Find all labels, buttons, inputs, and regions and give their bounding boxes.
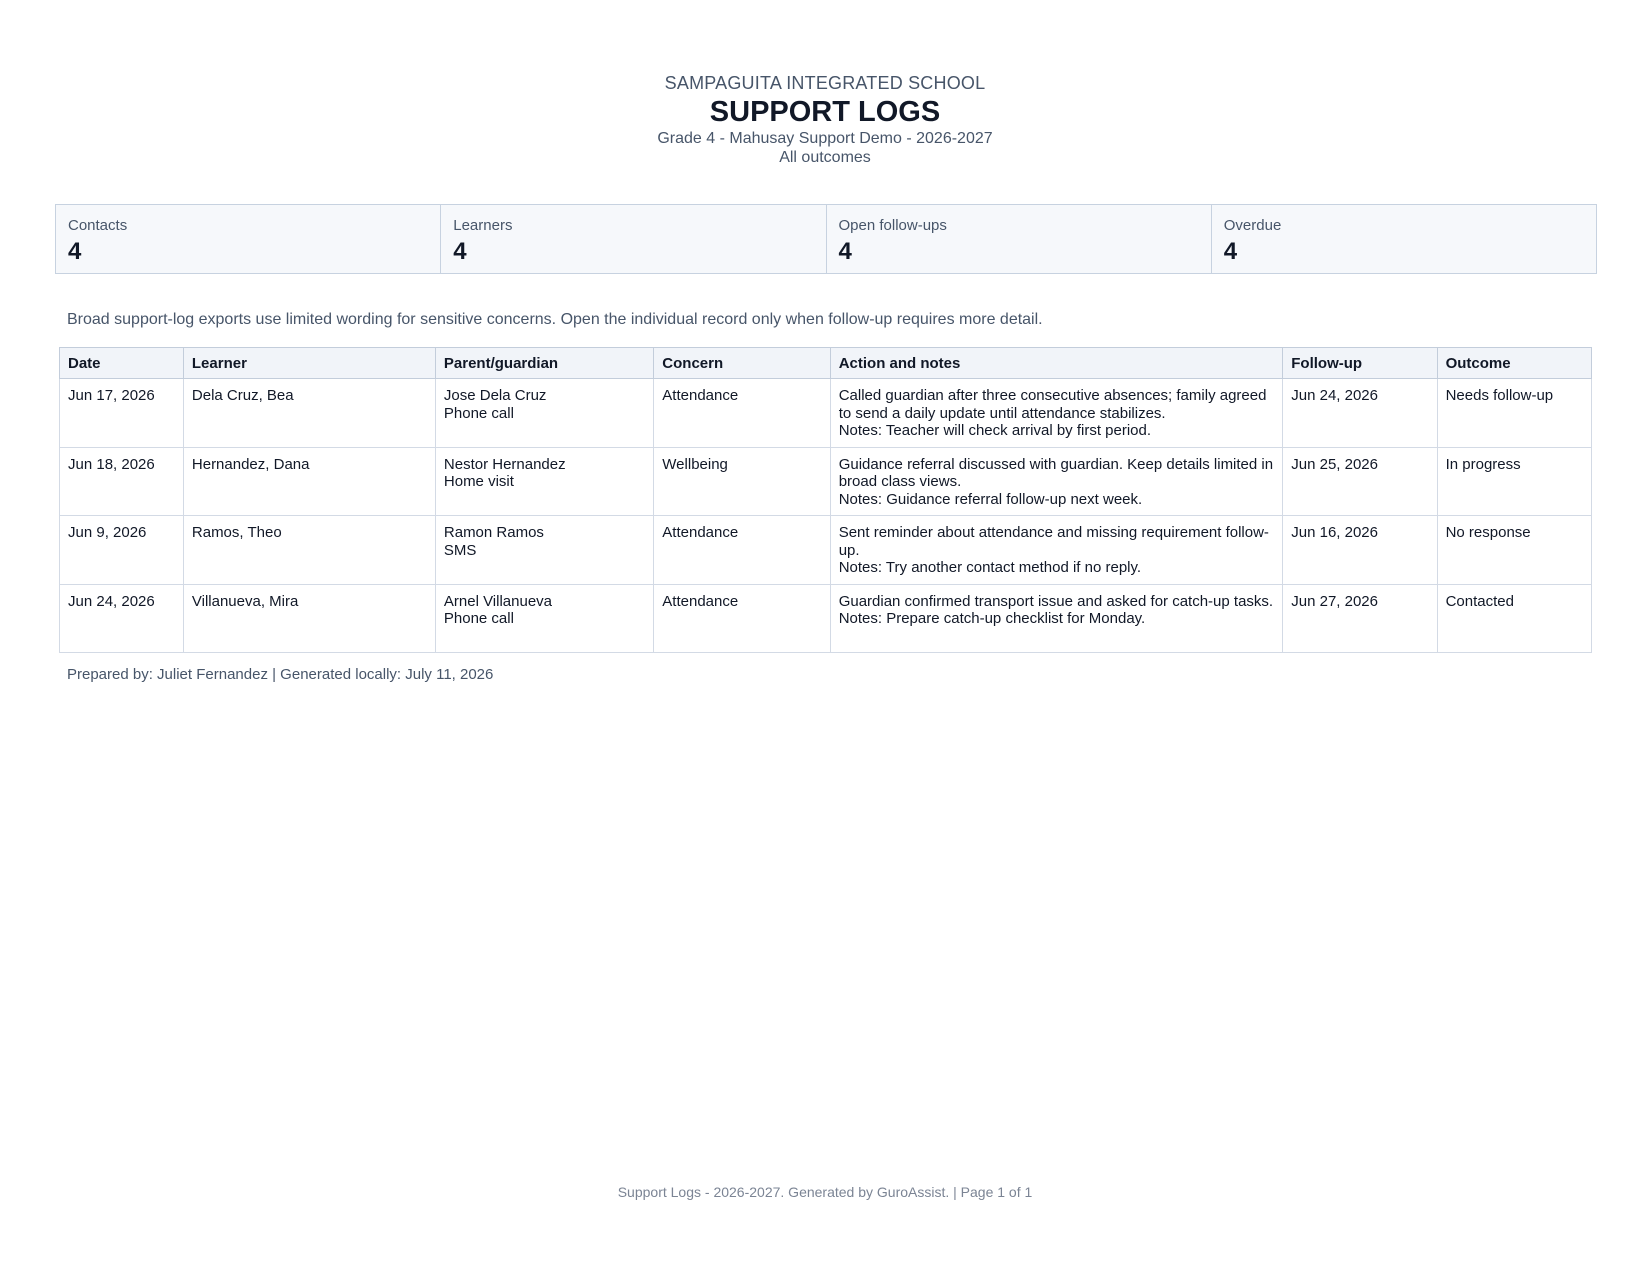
cell-guardian bbox=[435, 447, 653, 516]
table-row bbox=[60, 516, 1592, 585]
cell-date: Jun 9, 2026 bbox=[60, 516, 184, 585]
privacy-notice: Broad support-log exports use limited wording for sensitive concerns. Open the individual record only when follow-up requires more detail. bbox=[67, 311, 1043, 328]
stat-open-follow-ups bbox=[827, 205, 1212, 273]
notes-text: Notes: Guidance referral follow-up next week. bbox=[838, 490, 1143, 508]
cell-learner: Ramos, Theo bbox=[183, 516, 435, 585]
cell-guardian bbox=[435, 584, 653, 652]
notes-text: Notes: Try another contact method if no reply. bbox=[838, 559, 1142, 576]
cell-action bbox=[830, 584, 1283, 652]
stat-value: 4 bbox=[453, 238, 467, 265]
report-subtitle: Grade 4 - Mahusay Support Demo - 2026-2027 bbox=[657, 130, 993, 147]
stat-label: Open follow-ups bbox=[838, 217, 947, 234]
cell-learner: Villanueva, Mira bbox=[183, 584, 435, 652]
column-header-learner: Learner bbox=[183, 348, 435, 379]
cell-concern: Attendance bbox=[654, 584, 830, 652]
cell-date: Jun 24, 2026 bbox=[60, 584, 184, 652]
cell-outcome: No response bbox=[1437, 516, 1591, 585]
column-header-follow-up: Follow-up bbox=[1283, 348, 1437, 379]
column-header-concern: Concern bbox=[654, 348, 830, 379]
action-text: Called guardian after three consecutive absences; family agreed to send a daily update until attendance stabilizes. bbox=[838, 387, 1267, 422]
cell-outcome: Contacted bbox=[1437, 584, 1591, 652]
action-text: Guardian confirmed transport issue and asked for catch-up tasks. bbox=[838, 592, 1274, 610]
column-header-guardian: Parent/guardian bbox=[435, 348, 653, 379]
action-text: Guidance referral discussed with guardian. Keep details limited in broad class views. bbox=[838, 455, 1274, 490]
stat-overdue bbox=[1212, 205, 1596, 273]
stat-contacts bbox=[56, 205, 441, 273]
prepared-by: Prepared by: Juliet Fernandez | Generated locally: July 11, 2026 bbox=[67, 666, 494, 683]
contact-method: Phone call bbox=[443, 404, 514, 422]
column-header-action: Action and notes bbox=[830, 348, 1283, 379]
notes-text: Notes: Prepare catch-up checklist for Monday. bbox=[838, 610, 1146, 627]
stat-learners bbox=[441, 205, 826, 273]
notes-text: Notes: Teacher will check arrival by first period. bbox=[838, 422, 1152, 439]
cell-follow-up: Jun 27, 2026 bbox=[1283, 584, 1437, 652]
guardian-name: Nestor Hernandez bbox=[443, 455, 566, 473]
contact-method: SMS bbox=[443, 541, 477, 559]
cell-outcome: Needs follow-up bbox=[1437, 379, 1591, 448]
cell-action bbox=[830, 447, 1283, 516]
table-row bbox=[60, 584, 1592, 652]
column-header-date: Date bbox=[60, 348, 184, 379]
guardian-name: Arnel Villanueva bbox=[443, 592, 553, 610]
contact-method: Home visit bbox=[443, 473, 514, 490]
cell-learner: Hernandez, Dana bbox=[183, 447, 435, 516]
stat-label: Learners bbox=[453, 217, 513, 234]
stat-label: Contacts bbox=[68, 217, 128, 234]
cell-date: Jun 18, 2026 bbox=[60, 447, 184, 516]
table-header-row bbox=[60, 348, 1592, 379]
cell-follow-up: Jun 16, 2026 bbox=[1283, 516, 1437, 585]
cell-action bbox=[830, 379, 1283, 448]
cell-date: Jun 17, 2026 bbox=[60, 379, 184, 448]
support-log-table bbox=[59, 347, 1592, 653]
stat-value: 4 bbox=[838, 238, 852, 265]
cell-concern: Attendance bbox=[654, 379, 830, 448]
cell-follow-up: Jun 25, 2026 bbox=[1283, 447, 1437, 516]
cell-concern: Wellbeing bbox=[654, 447, 830, 516]
outcome-filter: All outcomes bbox=[779, 149, 871, 166]
table-row bbox=[60, 379, 1592, 448]
guardian-name: Jose Dela Cruz bbox=[443, 387, 547, 404]
table-row bbox=[60, 447, 1592, 516]
guardian-name: Ramon Ramos bbox=[443, 524, 544, 541]
report-header bbox=[0, 72, 1650, 167]
cell-concern: Attendance bbox=[654, 516, 830, 585]
cell-action bbox=[830, 516, 1283, 585]
action-text: Sent reminder about attendance and missing requirement follow-up. bbox=[838, 524, 1269, 559]
cell-outcome: In progress bbox=[1437, 447, 1591, 516]
cell-follow-up: Jun 24, 2026 bbox=[1283, 379, 1437, 448]
summary-stats bbox=[55, 204, 1597, 274]
stat-value: 4 bbox=[68, 238, 82, 265]
column-header-outcome: Outcome bbox=[1437, 348, 1591, 379]
page-title: SUPPORT LOGS bbox=[709, 96, 941, 128]
cell-guardian bbox=[435, 379, 653, 448]
contact-method: Phone call bbox=[443, 610, 514, 627]
stat-label: Overdue bbox=[1223, 217, 1282, 234]
page-footer: Support Logs - 2026-2027. Generated by GuroAssist. | Page 1 of 1 bbox=[617, 1184, 1033, 1200]
cell-guardian bbox=[435, 516, 653, 585]
school-name: SAMPAGUITA INTEGRATED SCHOOL bbox=[664, 73, 986, 93]
stat-value: 4 bbox=[1223, 238, 1238, 265]
cell-learner: Dela Cruz, Bea bbox=[183, 379, 435, 448]
